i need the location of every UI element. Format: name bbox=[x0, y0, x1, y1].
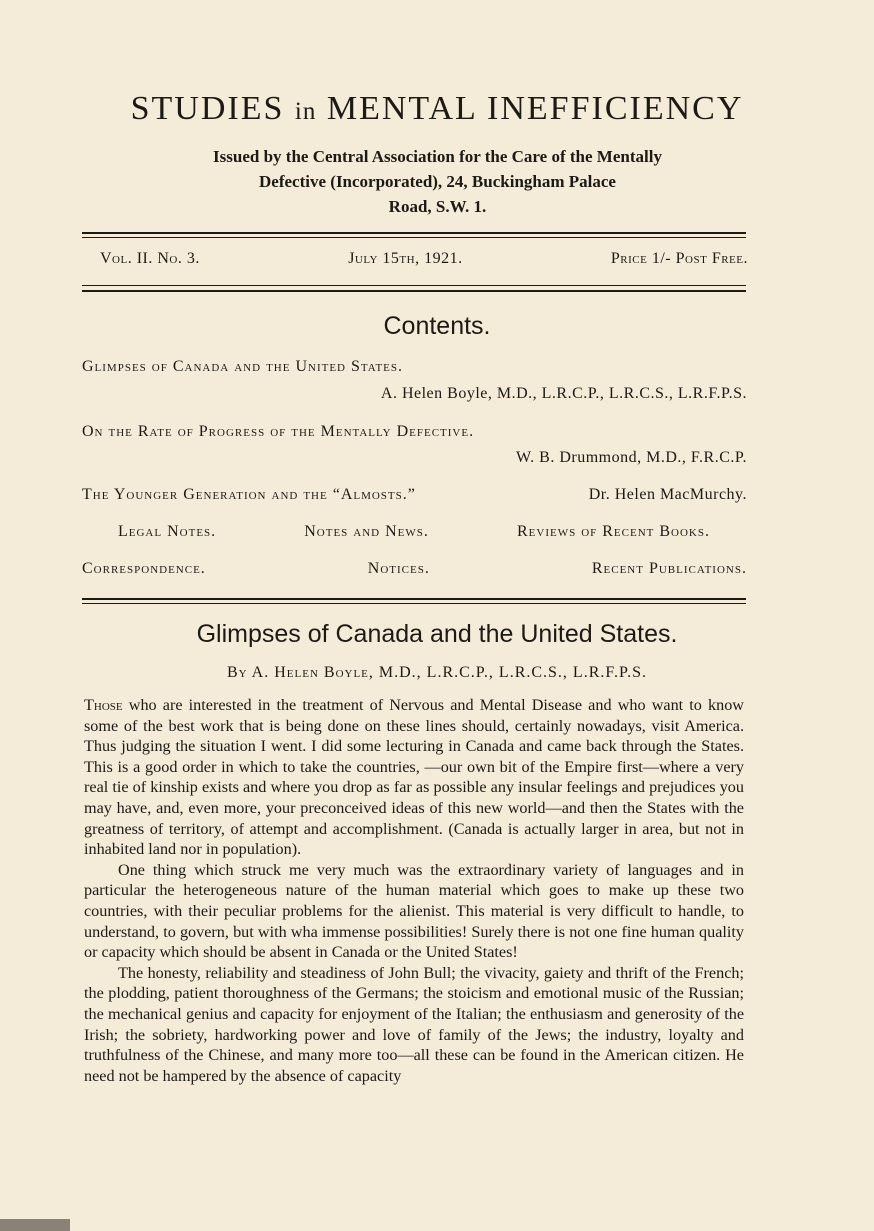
toc-section: Correspondence. bbox=[82, 560, 206, 577]
toc-entry-title: On the Rate of Progress of the Mentally Defective. bbox=[82, 423, 475, 440]
divider-rule bbox=[82, 237, 746, 238]
paragraph: One thing which struck me very much was the extraordinary variety of languages and in particular the heterogeneous nature of the human material which goes to make up these two countries, with their peculiar problems for the alienist. This material is very difficult to handle, to understand, to govern, but with wha immense possibilities! Surely there is not one fine human quality or capacity which should be absent in Canada or the United States! bbox=[84, 860, 744, 962]
article-title: Glimpses of Canada and the United States. bbox=[196, 620, 678, 648]
divider-rule bbox=[82, 232, 746, 234]
divider-rule bbox=[82, 598, 746, 600]
volume-number: Vol. II. No. 3. bbox=[100, 250, 200, 267]
toc-entry-author: Dr. Helen MacMurchy. bbox=[588, 486, 747, 503]
page-edge-shadow bbox=[0, 1219, 70, 1231]
paragraph: The honesty, reliability and steadiness of John Bull; the vivacity, gaiety and thrift of the French; the plodding, patient thoroughness of the Germans; the stoicism and emotional music of the Russian; the mechanical genius and capacity for enjoyment of the Italian; the enthusiasm and generosity of the Irish; the sobriety, hardworking power and love of family of the Jews; the industry, loyalty and truthfulness of the Chinese, and many more too—all these can be found in the American citizen. He need not be hampered by the absence of capacity bbox=[84, 963, 744, 1085]
issue-date: July 15th, 1921. bbox=[348, 250, 463, 267]
paragraph: Those who are interested in the treatment of Nervous and Mental Disease and who want to know some of the best work that is being done on these lines should, certainly nowadays, visit America. Thus judging the situation I went. I did some lecturing in Canada and came back through the States. This is a good order in which to take the countries, —our own bit of the Empire first—where a very real tie of kinship exists and where you drop as far as possible any insular feelings and prejudices you may have, and, even more, your preconceived ideas of this new world—and then the States with the greatness of territory, of attempt and accomplishment. (Canada is actually larger in area, but not in inhabited land nor in population). bbox=[84, 696, 744, 859]
divider-rule bbox=[82, 290, 746, 292]
toc-section: Recent Publications. bbox=[591, 560, 747, 577]
toc-entry bbox=[82, 486, 747, 504]
contents-heading: Contents. bbox=[383, 312, 491, 340]
toc-sections-row bbox=[118, 523, 710, 541]
article-byline: By A. Helen Boyle, M.D., L.R.C.P., L.R.C.S., L.R.F.P.S. bbox=[226, 664, 648, 681]
issuer-statement: Issued by the Central Association for the Care of the Mentally Defective (Incorporated), 24, Buckingham Palace Road, S.W. 1. bbox=[213, 147, 662, 216]
toc-entry-title: The Younger Generation and the “Almosts.” bbox=[82, 486, 416, 503]
toc-entry-author: W. B. Drummond, M.D., F.R.C.P. bbox=[516, 449, 747, 466]
toc-entry-author: A. Helen Boyle, M.D., L.R.C.P., L.R.C.S., L.R.F.P.S. bbox=[380, 385, 747, 402]
issue-info bbox=[100, 250, 748, 268]
toc-entry-title: Glimpses of Canada and the United States. bbox=[82, 358, 404, 375]
issue-price: Price 1/- Post Free. bbox=[610, 250, 748, 267]
toc-sections-row bbox=[82, 560, 747, 578]
toc-section: Notes and News. bbox=[304, 523, 429, 540]
article-body bbox=[84, 695, 744, 1086]
journal-title: STUDIES in MENTAL INEFFICIENCY bbox=[130, 90, 744, 127]
toc-section: Legal Notes. bbox=[118, 523, 217, 540]
toc-section: Reviews of Recent Books. bbox=[516, 523, 710, 540]
divider-rule bbox=[82, 603, 746, 604]
toc-section: Notices. bbox=[367, 560, 430, 577]
divider-rule bbox=[82, 285, 746, 286]
